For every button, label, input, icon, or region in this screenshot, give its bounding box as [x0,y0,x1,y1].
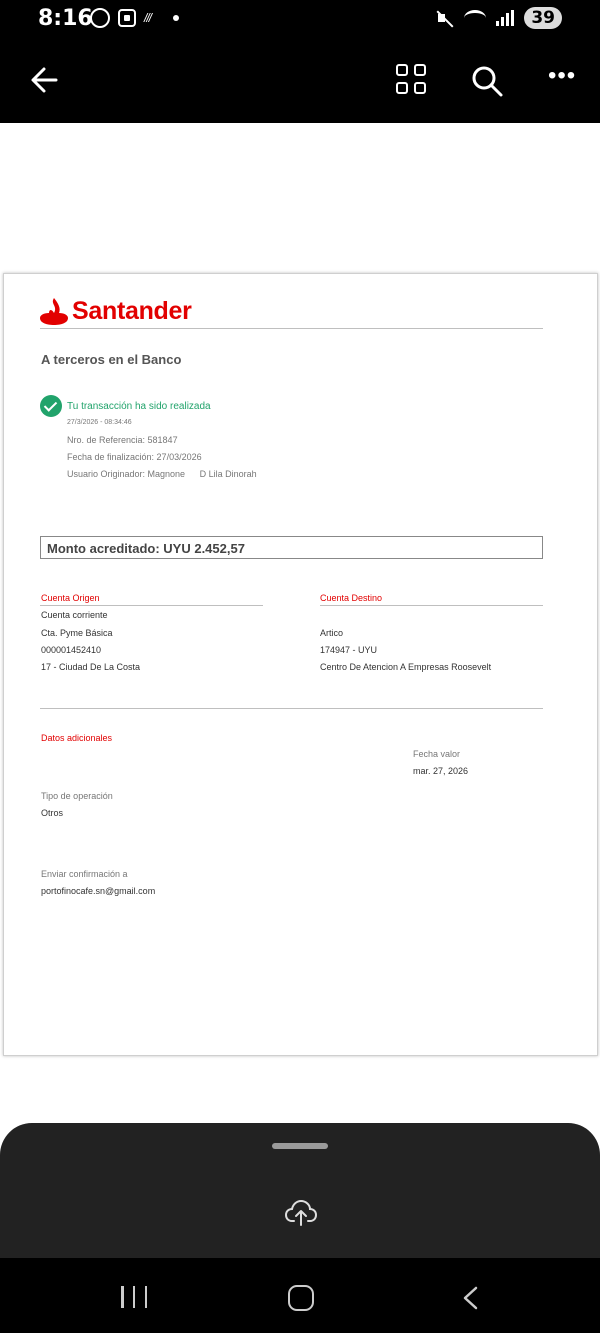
whatsapp-icon [90,8,110,28]
destination-branch: Centro De Atencion A Empresas Roosevelt [320,662,492,672]
nav-back-icon[interactable] [462,1286,478,1310]
origin-account-number: 000001452410 [41,645,102,655]
origin-product: Cta. Pyme Básica [41,628,113,638]
bottom-sheet [0,1123,600,1258]
battery-badge: 39 [524,7,562,29]
more-icon[interactable]: ••• [548,62,577,89]
screenshot-icon [118,9,136,27]
system-icons [436,7,562,29]
cloud-upload-icon[interactable] [284,1199,318,1227]
origin-branch: 17 - Ciudad De La Costa [41,662,141,672]
additional-data-label: Datos adicionales [41,733,113,743]
logo-text: Santander [72,296,192,325]
santander-logo [40,296,192,326]
operation-type: Otros [41,808,64,818]
origin-account-type: Cuenta corriente [41,610,108,620]
destination-name: Artico [320,628,344,638]
end-date: Fecha de finalización: 27/03/2026 [67,452,202,462]
signal-icon [496,10,514,26]
operation-type-label: Tipo de operación [41,791,113,801]
originator-label: Usuario Originador: Magnone [67,469,186,479]
destination-divider [320,605,543,606]
origin-divider [40,605,263,606]
back-arrow-icon[interactable] [26,60,62,100]
wifi-icon [464,10,486,26]
originator-name: D Lila Dinorah [199,469,257,479]
confirmation-label: Enviar confirmación a [41,869,128,879]
recents-icon[interactable] [121,1286,147,1308]
section-divider [40,708,543,709]
confirmation-email: portofinocafe.sn@gmail.com [41,886,156,896]
mute-icon [436,9,454,27]
flame-icon [40,296,68,326]
value-date: mar. 27, 2026 [413,766,469,776]
originator-user [67,469,257,479]
receipt-document [3,273,598,1056]
system-nav-bar [0,1258,600,1333]
origin-account-label: Cuenta Origen [41,593,100,603]
notification-icons [90,8,179,28]
amount-credited: Monto acreditado: UYU 2.452,57 [47,541,245,556]
transaction-timestamp: 27/3/2026 - 08:34:46 [67,419,132,426]
amount-box [40,536,543,559]
notification-dot-icon [173,15,179,21]
search-icon[interactable] [470,64,504,98]
destination-account: 174947 - UYU [320,645,378,655]
grid-icon[interactable] [396,64,426,94]
top-bar [0,0,600,123]
home-icon[interactable] [288,1285,314,1311]
success-message: Tu transacción ha sido realizada [67,401,211,412]
destination-account-label: Cuenta Destino [320,593,383,603]
header-divider [40,328,543,329]
status-time: 8:16 [38,6,93,31]
page-title: A terceros en el Banco [41,352,182,367]
checkmark-icon [40,395,62,417]
reference-number: Nro. de Referencia: 581847 [67,435,178,445]
value-date-label: Fecha valor [413,749,461,759]
data-saver-icon: /// [144,11,152,25]
sheet-drag-handle[interactable] [272,1143,328,1149]
